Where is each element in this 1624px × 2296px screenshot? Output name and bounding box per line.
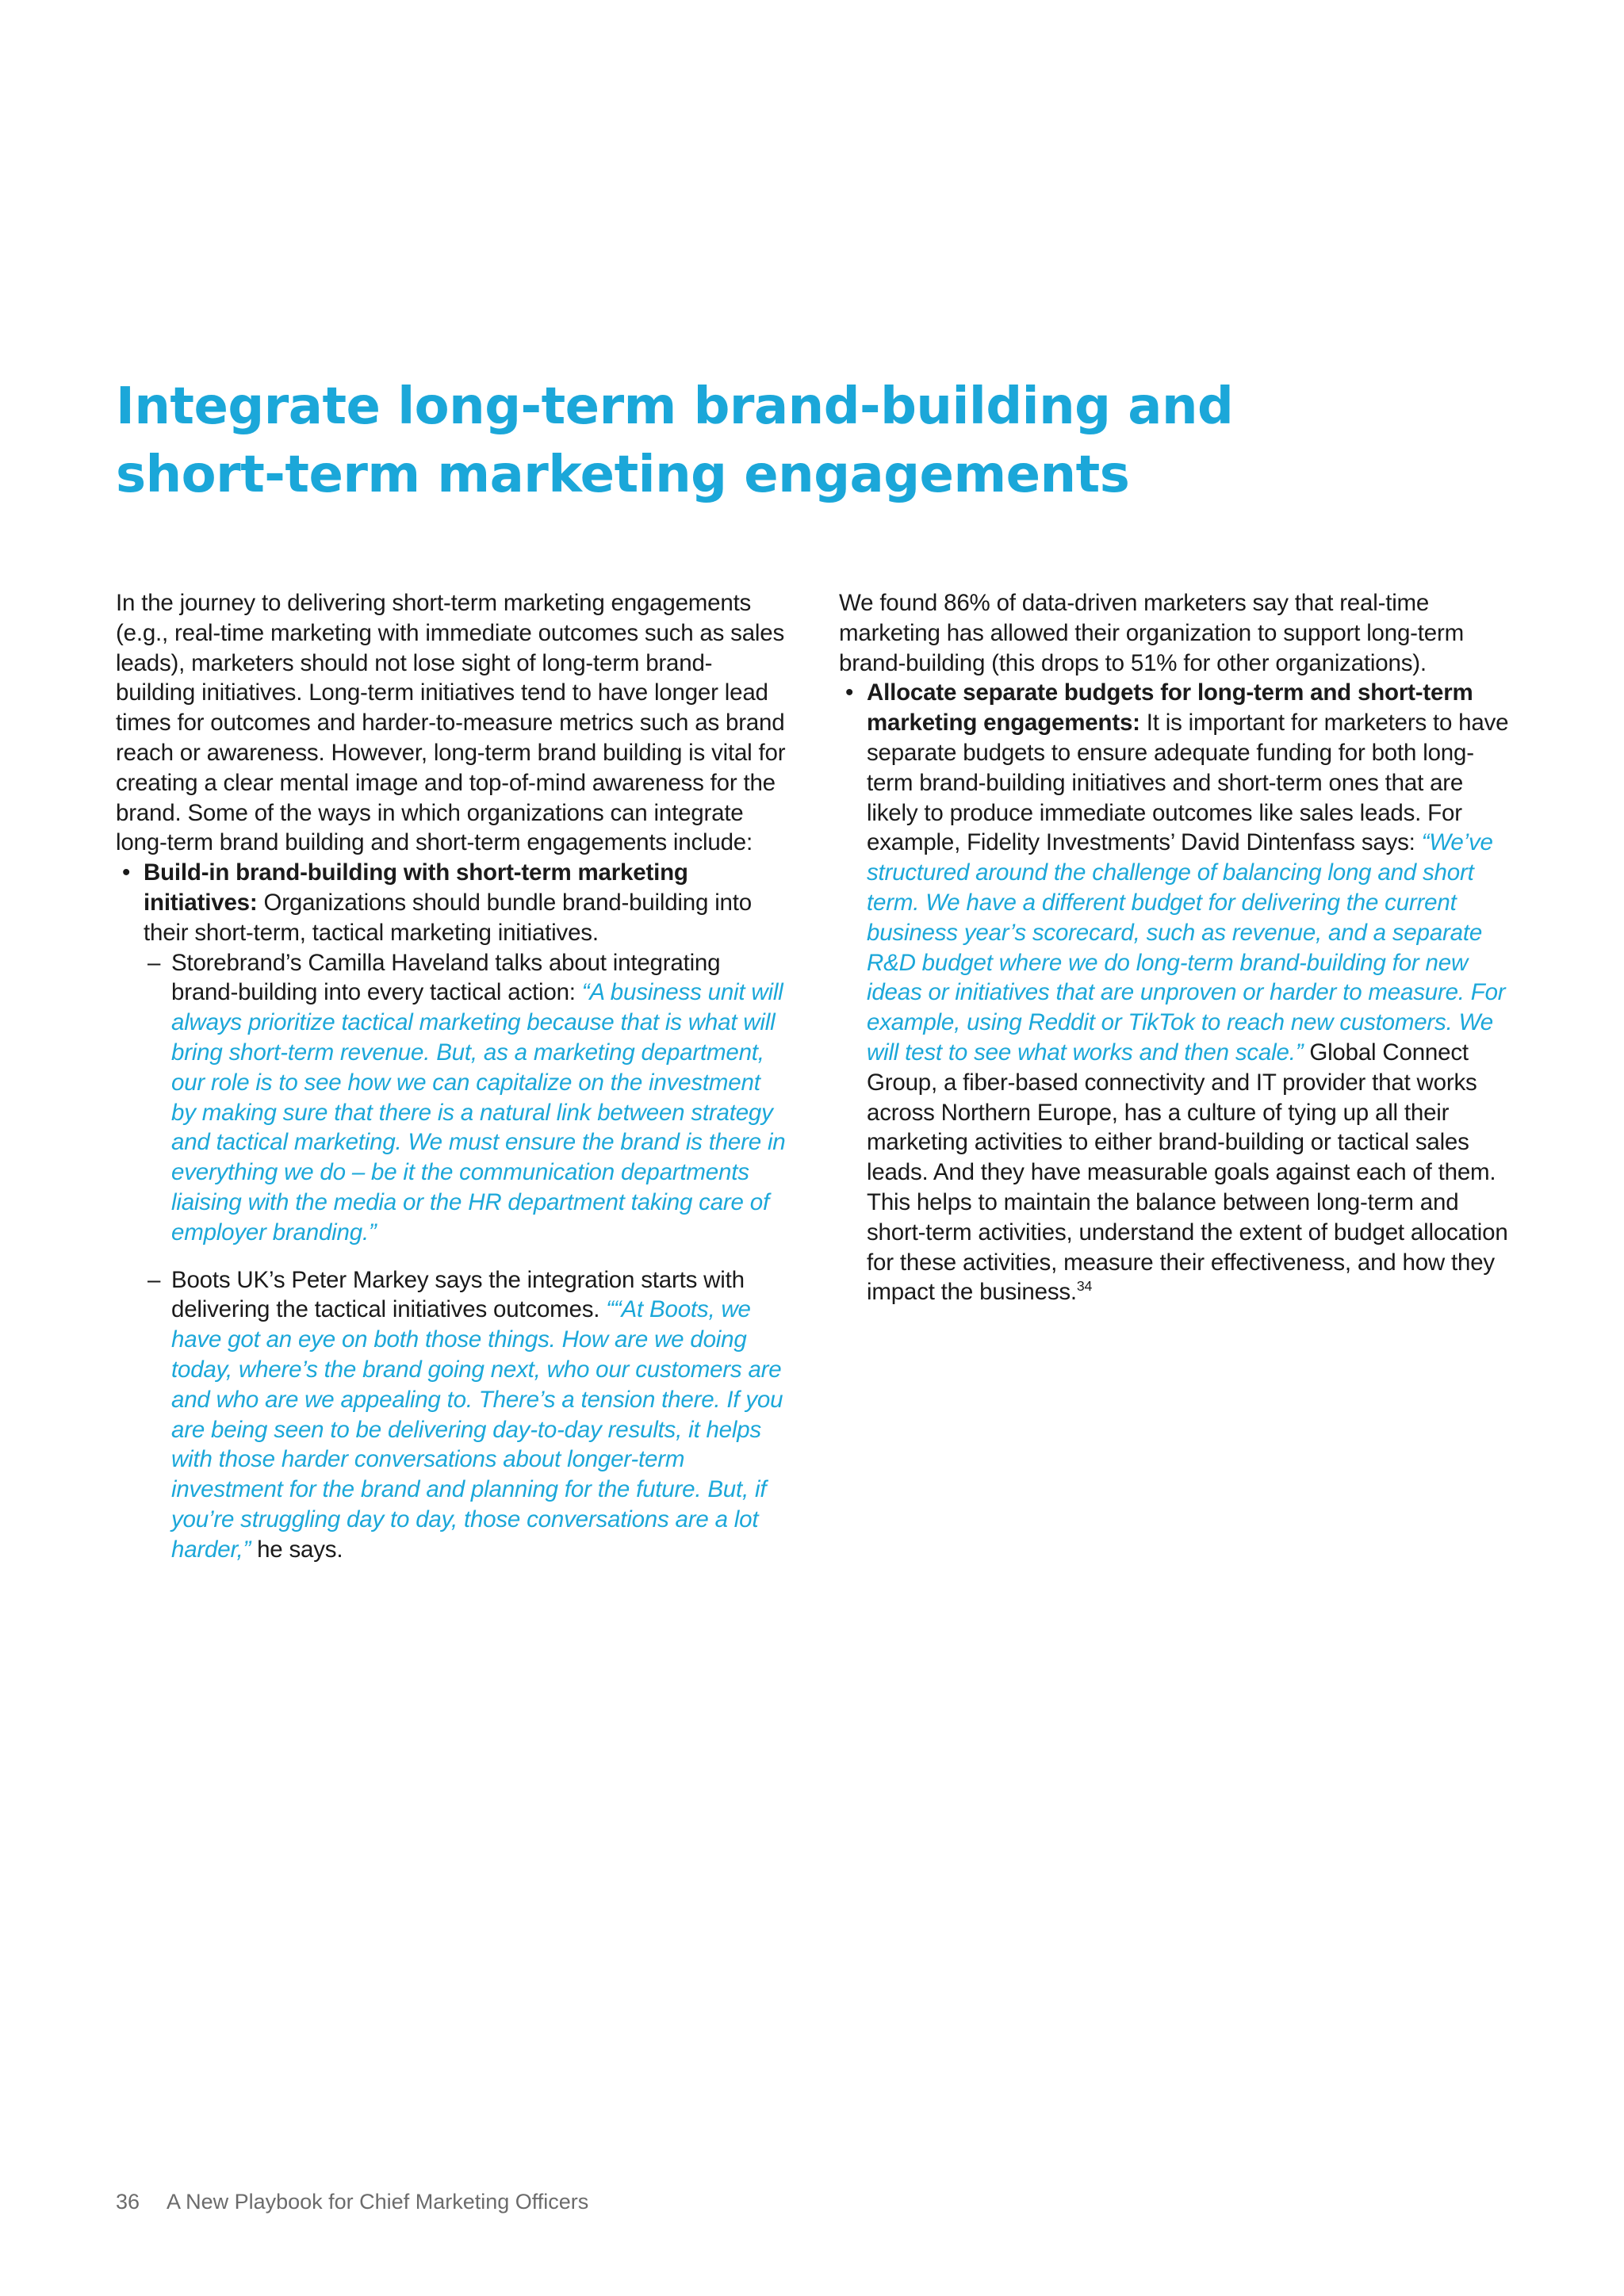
bullet-list bbox=[116, 858, 790, 1564]
sub-item-text: Storebrand’s Camilla Haveland talks about integrating brand-building into every tactical action: bbox=[171, 949, 721, 1006]
left-column bbox=[116, 588, 790, 1565]
dash-marker: – bbox=[147, 1266, 161, 1293]
sub-list bbox=[144, 948, 790, 1565]
bullet-list bbox=[839, 678, 1513, 1307]
sub-item-text: Boots UK’s Peter Markey says the integration starts with delivering the tactical initiatives outcomes. bbox=[171, 1266, 745, 1323]
page-footer bbox=[116, 2190, 588, 2214]
quote-boots: ““At Boots, we have got an eye on both those things. How are we doing today, where’s the brand going next, who our customers are and who are we appealing to. There’s a tension there. If you are being seen to be delivering day-to-day results, it helps with those harder conversations about longer-term investment for the brand and planning for the future. But, if you’re struggling day to day, those conversations are a lot harder,” bbox=[171, 1296, 783, 1563]
page-title: Integrate long-term brand-building and short-term marketing engagements bbox=[116, 377, 1234, 504]
bullet-text: It is important for marketers to have separate budgets to ensure adequate funding for both long-term brand-building initiatives and short-term ones that are likely to produce immediate outcomes like sales leads. For example, Fidelity Investments’ David Dintenfass says: bbox=[867, 710, 1509, 856]
page-number: 36 bbox=[116, 2190, 140, 2214]
sub-item-storebrand bbox=[116, 948, 790, 1248]
footnote-ref[interactable]: 34 bbox=[1076, 1278, 1093, 1295]
sub-item-after: he says. bbox=[251, 1536, 343, 1563]
dash-marker: – bbox=[147, 949, 161, 976]
sub-item-boots bbox=[116, 1265, 790, 1565]
right-column bbox=[839, 588, 1513, 1307]
stat-paragraph: We found 86% of data-driven marketers say that real-time marketing has allowed their organization to support long-term brand-building (this drops to 51% for other organizations). bbox=[839, 590, 1465, 676]
quote-storebrand: “A business unit will always prioritize tactical marketing because that is what will bring short-term revenue. But, as a marketing department, our role is to see how we can capitalize on the investment by making sure that there is a natural link between strategy and tactical marketing. We must ensure the brand is there in everything we do – be it the communication departments liaising with the media or the HR department taking care of employer branding.” bbox=[171, 979, 786, 1246]
bullet-item-brand-building bbox=[116, 858, 790, 1564]
bullet-item-budgets bbox=[839, 678, 1513, 1307]
bullet-heading: Allocate separate budgets for long-term and short-term marketing engagements: bbox=[867, 679, 1473, 737]
intro-paragraph: In the journey to delivering short-term marketing engagements (e.g., real-time marketing with immediate outcomes such as sales leads), marketers should not lose sight of long-term brand-building initiatives. Long-term initiatives tend to have longer lead times for outcomes and harder-to-measure metrics such as brand reach or awareness. However, long-term brand building is vital for creating a clear mental image and top-of-mind awareness for the brand. Some of the ways in which organizations can integrate long-term brand building and short-term engagements include: bbox=[116, 590, 786, 856]
quote-fidelity: “We’ve structured around the challenge of balancing long and short term. We have a different budget for delivering the current business year’s scorecard, such as revenue, and a separate R&D budget where we do long-term brand-building for new ideas or initiatives that are unproven or harder to measure. For example, using Reddit or TikTok to reach new customers. We will test to see what works and then scale.” bbox=[867, 829, 1506, 1066]
bullet-text: Organizations should bundle brand-building into their short-term, tactical marketing initiatives. bbox=[144, 889, 752, 946]
bullet-after-text: Global Connect Group, a fiber-based connectivity and IT provider that works across Northern Europe, has a culture of tying up all their marketing activities to either brand-building or tactical sales leads. And they have measurable goals against each of them. This helps to maintain the balance between long-term and short-term activities, understand the extent of budget allocation for these activities, measure their effectiveness, and how they impact the business. bbox=[867, 1039, 1508, 1306]
publication-title: A New Playbook for Chief Marketing Officers bbox=[167, 2190, 589, 2214]
bullet-heading: Build-in brand-building with short-term marketing initiatives: bbox=[144, 859, 688, 916]
